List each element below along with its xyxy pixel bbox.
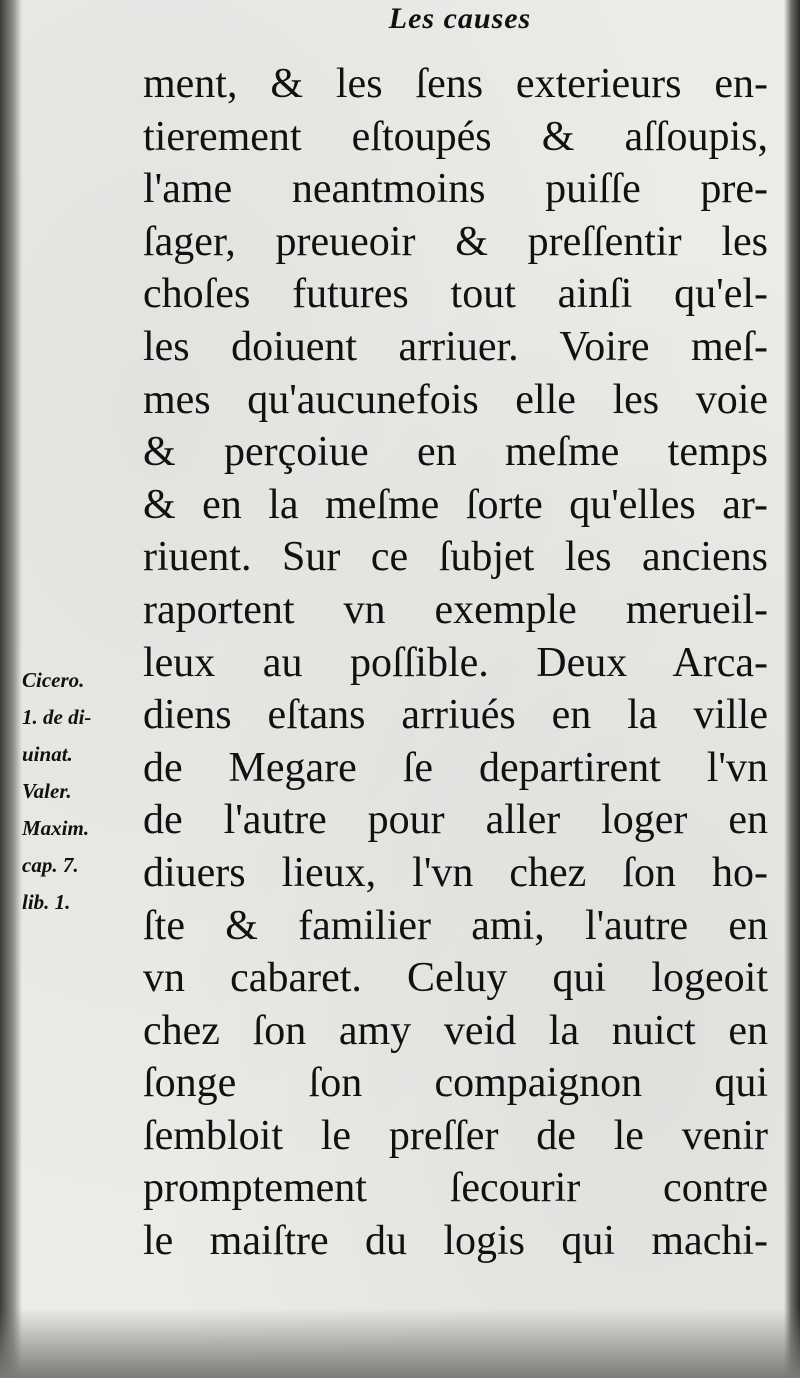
- page-edge-shadow-left: [0, 0, 22, 1378]
- text-line: mes qu'aucunefois elle les voie: [143, 376, 768, 423]
- text-line: ment, & les ſens exterieurs en-: [143, 61, 768, 107]
- text-line: & en la meſme ſorte qu'elles ar-: [143, 481, 768, 528]
- text-line: le maiſtre du logis qui machi-: [143, 1218, 768, 1265]
- text-line: & perçoiue en meſme temps: [143, 429, 768, 476]
- margin-note-line: uinat.: [22, 742, 73, 766]
- text-line: l'ame neantmoins puiſſe pre-: [143, 166, 768, 213]
- text-line: vn cabaret. Celuy qui logeoit: [143, 955, 768, 1002]
- margin-note-citation: [22, 662, 142, 921]
- text-line: choſes futures tout ainſi qu'el-: [143, 271, 768, 318]
- text-line: ſte & familier ami, l'autre en: [143, 902, 768, 949]
- margin-note-line: Valer.: [22, 779, 72, 803]
- text-line: ſembloit le preſſer de le venir: [143, 1112, 768, 1159]
- page-edge-shadow-right: [784, 0, 800, 1378]
- text-line: raportent vn exemple merueil-: [143, 586, 768, 633]
- text-line: tierement eſtoupés & aſſoupis,: [143, 113, 768, 160]
- margin-note-line: lib. 1.: [22, 890, 71, 914]
- running-head: Les causes: [388, 2, 532, 35]
- text-line: chez ſon amy veid la nuict en: [143, 1007, 768, 1054]
- margin-note-line: Cicero.: [22, 668, 85, 692]
- text-line: ſonge ſon compaignon qui: [143, 1060, 768, 1107]
- text-line: diuers lieux, l'vn chez ſon ho-: [143, 849, 768, 896]
- text-line: de l'autre pour aller loger en: [143, 797, 768, 844]
- text-line: les doiuent arriuer. Voire meſ-: [143, 323, 768, 370]
- body-text: [143, 58, 768, 1268]
- text-line: leux au poſſible. Deux Arca-: [143, 639, 768, 686]
- page-edge-shadow-bottom: [0, 1308, 800, 1378]
- text-line: promptement ſecourir contre: [143, 1165, 768, 1212]
- text-line: diens eſtans arriués en la ville: [143, 692, 768, 739]
- margin-note-line: 1. de di-: [22, 705, 92, 729]
- text-line: ſager, preueoir & preſſentir les: [143, 218, 768, 265]
- text-line: riuent. Sur ce ſubjet les anciens: [143, 534, 768, 581]
- margin-note-line: cap. 7.: [22, 853, 79, 877]
- text-line: de Megare ſe departirent l'vn: [143, 744, 768, 791]
- margin-note-line: Maxim.: [22, 816, 90, 840]
